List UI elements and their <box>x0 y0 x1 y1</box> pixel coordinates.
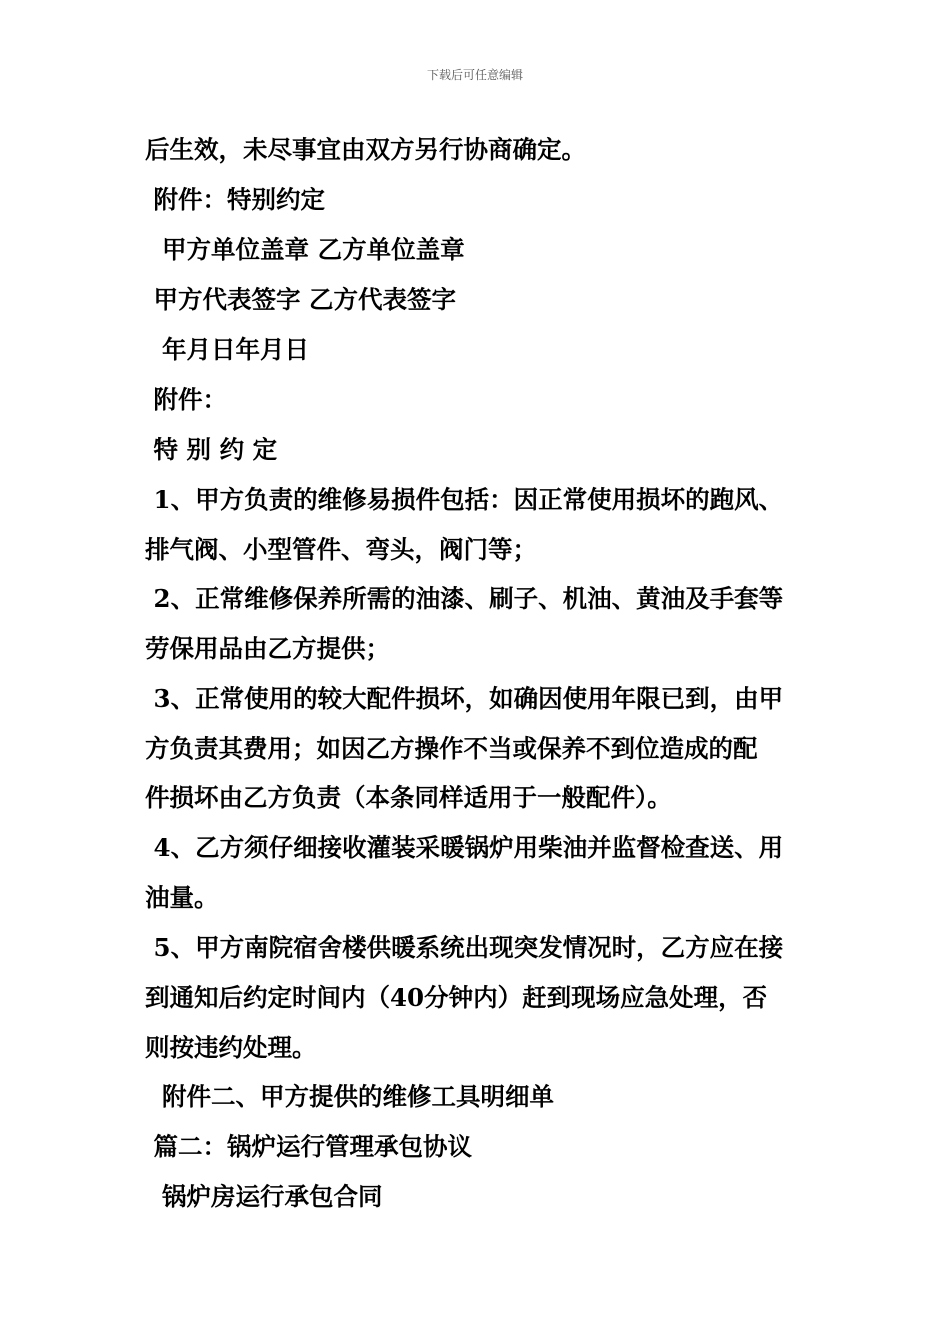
text-line-3: 甲方单位盖章 乙方单位盖章 <box>145 235 465 264</box>
text-line-6: 附件： <box>145 385 228 414</box>
text-line-21: 篇二：锅炉运行管理承包协议 <box>145 1132 473 1161</box>
text-line-7: 特 别 约 定 <box>145 435 278 464</box>
text-line-18: 到通知后约定时间内（40分钟内）赶到现场应急处理，否 <box>145 983 768 1012</box>
text-line-5: 年月日年月日 <box>145 335 310 364</box>
text-line-10: 2、正常维修保养所需的油漆、刷子、机油、黄油及手套等 <box>145 584 784 613</box>
text-line-11: 劳保用品由乙方提供； <box>145 634 390 663</box>
text-line-13: 方负责其费用；如因乙方操作不当或保养不到位造成的配 <box>145 734 758 763</box>
text-line-22: 锅炉房运行承包合同 <box>145 1182 383 1211</box>
text-line-1: 后生效，未尽事宜由双方另行协商确定。 <box>145 135 586 164</box>
text-line-15: 4、乙方须仔细接收灌装采暖锅炉用柴油并监督检查送、用 <box>145 833 784 862</box>
text-line-8: 1、甲方负责的维修易损件包括：因正常使用损坏的跑风、 <box>145 485 784 514</box>
text-line-4: 甲方代表签字 乙方代表签字 <box>145 285 457 314</box>
text-line-20: 附件二、甲方提供的维修工具明细单 <box>145 1082 555 1111</box>
text-line-14: 件损坏由乙方负责（本条同样适用于一般配件）。 <box>145 783 672 812</box>
text-line-16: 油量。 <box>145 883 219 912</box>
text-line-17: 5、甲方南院宿舍楼供暖系统出现突发情况时，乙方应在接 <box>145 933 784 962</box>
text-line-9: 排气阀、小型管件、弯头，阀门等； <box>145 535 537 564</box>
text-line-2: 附件：特别约定 <box>145 185 326 214</box>
text-line-12: 3、正常使用的较大配件损坏，如确因使用年限已到，由甲 <box>145 684 784 713</box>
header-note: 下载后可任意编辑 <box>426 68 523 82</box>
text-line-19: 则按违约处理。 <box>145 1033 317 1062</box>
